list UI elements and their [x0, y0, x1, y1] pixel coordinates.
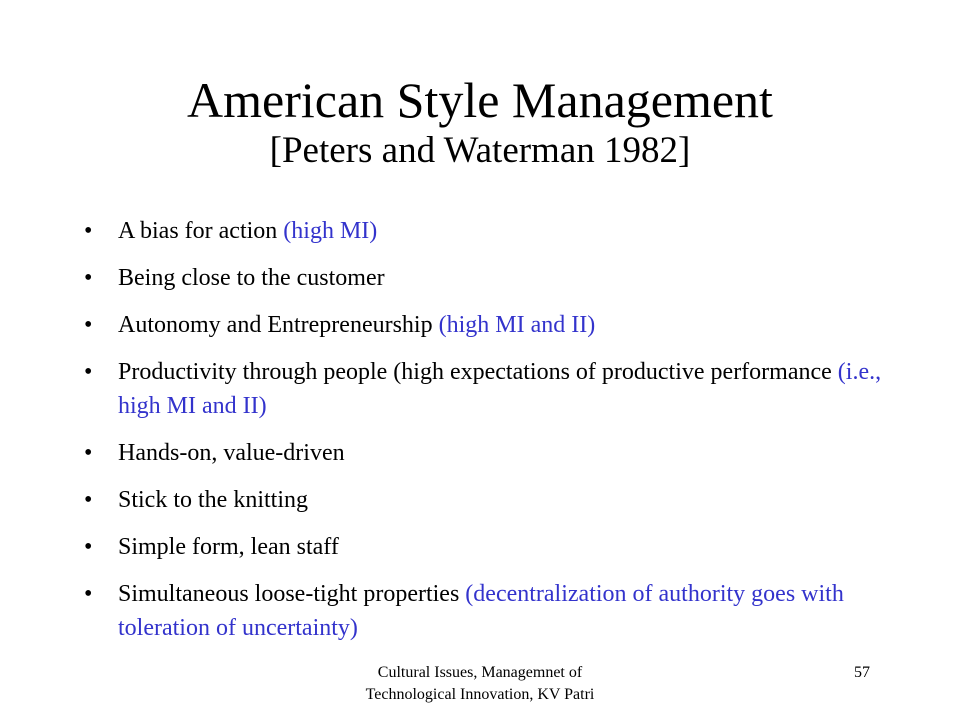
bullet-note: (high MI and II) — [438, 312, 596, 338]
footer-source — [320, 662, 640, 706]
bullet-item — [84, 436, 884, 470]
bullet-item — [84, 308, 884, 342]
footer-source-line: Technological Innovation, KV Patri — [365, 686, 595, 703]
bullet-text: Being close to the customer — [118, 265, 385, 291]
bullet-text: Simultaneous loose-tight properties — [118, 581, 466, 607]
bullet-text: Stick to the knitting — [118, 487, 308, 513]
title-block — [0, 72, 960, 174]
bullet-note: (decentralization of authority goes with toleration of uncertainty) — [118, 581, 844, 641]
slide-title: American Style Management — [187, 72, 773, 128]
bullet-item — [84, 483, 884, 517]
bullet-item — [84, 214, 884, 248]
bullet-icon: • — [84, 534, 93, 560]
bullet-list — [84, 214, 884, 658]
bullet-icon: • — [84, 440, 93, 466]
footer-source-line: Cultural Issues, Managemnet of — [377, 664, 583, 681]
slide-subtitle: [Peters and Waterman 1982] — [269, 130, 691, 171]
bullet-text: Simple form, lean staff — [118, 534, 339, 560]
bullet-icon: • — [84, 218, 93, 244]
bullet-item — [84, 530, 884, 564]
bullet-text: Productivity through people (high expectations of productive performance — [118, 359, 838, 385]
bullet-note: (high MI) — [283, 218, 378, 244]
bullet-text: A bias for action — [118, 218, 284, 244]
bullet-icon: • — [84, 265, 93, 291]
bullet-note: (i.e., high MI and II) — [118, 359, 882, 419]
bullet-icon: • — [84, 359, 93, 385]
page-number: 57 — [854, 664, 870, 681]
bullet-icon: • — [84, 581, 93, 607]
bullet-text: Autonomy and Entrepreneurship — [118, 312, 439, 338]
bullet-item — [84, 261, 884, 295]
bullet-item — [84, 355, 884, 423]
bullet-item — [84, 577, 884, 645]
bullet-text: Hands-on, value-driven — [118, 440, 345, 466]
bullet-icon: • — [84, 487, 93, 513]
bullet-icon: • — [84, 312, 93, 338]
